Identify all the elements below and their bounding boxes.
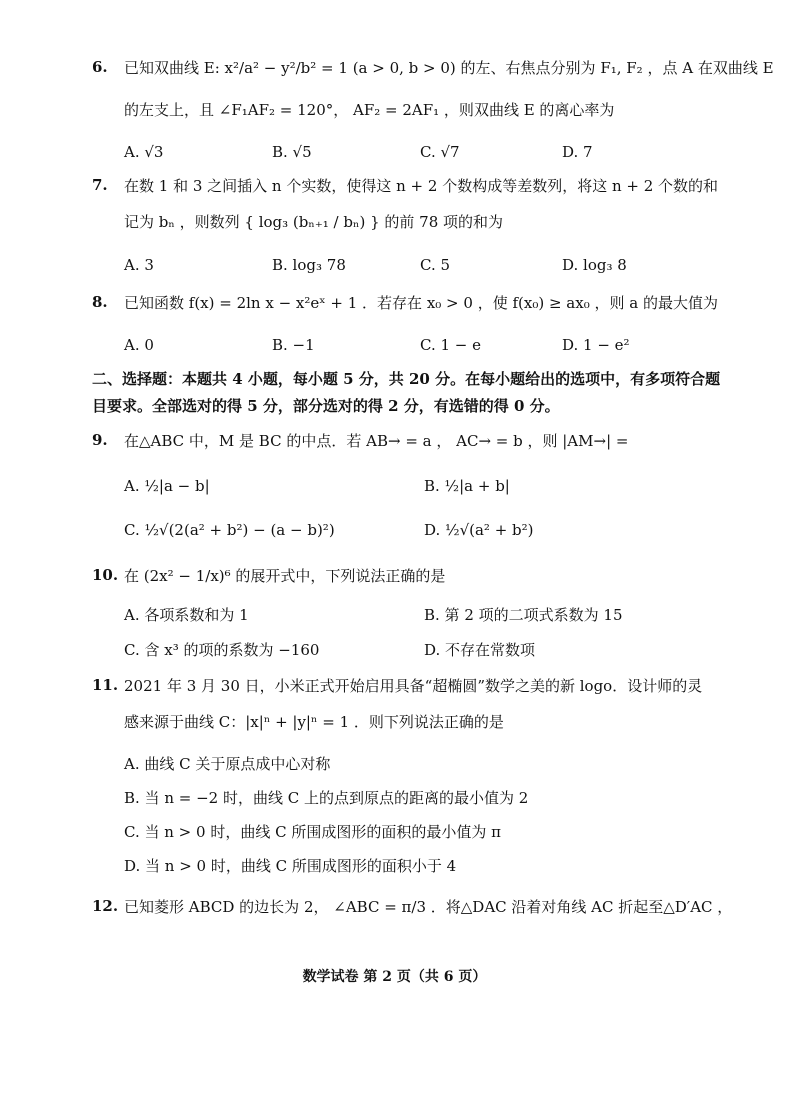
option-b: B. 当 n = −2 时，曲线 C 上的点到原点的距离的最小值为 2 [124,789,529,807]
question-text: 在数 1 和 3 之间插入 n 个实数，使得这 n + 2 个数构成等差数列，将这 n + 2 个数的和 [124,177,719,195]
section-heading: 二、选择题：本题共 4 小题，每小题 5 分，共 20 分。在每小题给出的选项中，有多项符合题 [92,370,721,388]
option-a: A. 0 [124,336,154,354]
option-b: B. −1 [272,336,315,354]
option-a: A. 3 [124,256,154,274]
question-number: 11. [92,676,119,694]
question-number: 9. [92,431,108,449]
question-text: 已知函数 f(x) = 2ln x − x²eˣ + 1 ．若存在 x₀ > 0 ，使 f(x₀) ≥ ax₀ ，则 a 的最大值为 [124,294,718,312]
option-b: B. log₃ 78 [272,256,346,274]
question-text: 记为 bₙ ，则数列 { log₃ (bₙ₊₁ / bₙ) } 的前 78 项的和为 [124,213,504,231]
question-text: 感来源于曲线 C：|x|ⁿ + |y|ⁿ = 1 ．则下列说法正确的是 [124,713,504,731]
option-c: C. 当 n > 0 时，曲线 C 所围成图形的面积的最小值为 π [124,823,501,841]
option-c: C. 含 x³ 的项的系数为 −160 [124,641,320,659]
question-number: 7. [92,176,108,194]
option-d: D. 1 − e² [562,336,630,354]
question-number: 6. [92,58,108,76]
option-b: B. ½|a + b| [424,477,510,495]
question-number: 12. [92,897,119,915]
section-heading: 目要求。全部选对的得 5 分，部分选对的得 2 分，有选错的得 0 分。 [92,397,560,415]
question-text: 在 (2x² − 1/x)⁶ 的展开式中，下列说法正确的是 [124,567,446,585]
question-text: 已知双曲线 E: x²/a² − y²/b² = 1 (a > 0, b > 0) 的左、右焦点分别为 F₁, F₂ ，点 A 在双曲线 E [124,59,774,77]
option-d: D. 不存在常数项 [424,641,536,659]
question-text: 的左支上，且 ∠F₁AF₂ = 120°， AF₂ = 2AF₁ ，则双曲线 E 的离心率为 [124,101,615,119]
option-d: D. 7 [562,143,593,161]
option-a: A. √3 [124,143,164,161]
option-d: D. 当 n > 0 时，曲线 C 所围成图形的面积小于 4 [124,857,457,875]
page-footer: 数学试卷 第 2 页（共 6 页） [302,969,487,985]
option-b: B. √5 [272,143,312,161]
question-number: 10. [92,566,119,584]
question-number: 8. [92,293,108,311]
option-c: C. √7 [420,143,460,161]
option-a: A. 各项系数和为 1 [124,606,249,624]
option-c: C. 5 [420,256,451,274]
option-a: A. ½|a − b| [124,477,210,495]
option-d: D. log₃ 8 [562,256,627,274]
option-c: C. 1 − e [420,336,482,354]
option-a: A. 曲线 C 关于原点成中心对称 [124,755,331,773]
option-b: B. 第 2 项的二项式系数为 15 [424,606,623,624]
question-text: 2021 年 3 月 30 日，小米正式开始启用具备“超椭圆”数学之美的新 logo．设计师的灵 [124,677,703,695]
option-d: D. ½√(a² + b²) [424,521,534,539]
question-text: 已知菱形 ABCD 的边长为 2， ∠ABC = π/3 ．将△DAC 沿着对角线 AC 折起至△D′AC ， [124,898,733,916]
question-text: 在△ABC 中，M 是 BC 的中点．若 AB→ = a ， AC→ = b ，则 |AM→| = [124,432,629,450]
option-c: C. ½√(2(a² + b²) − (a − b)²) [124,521,335,539]
